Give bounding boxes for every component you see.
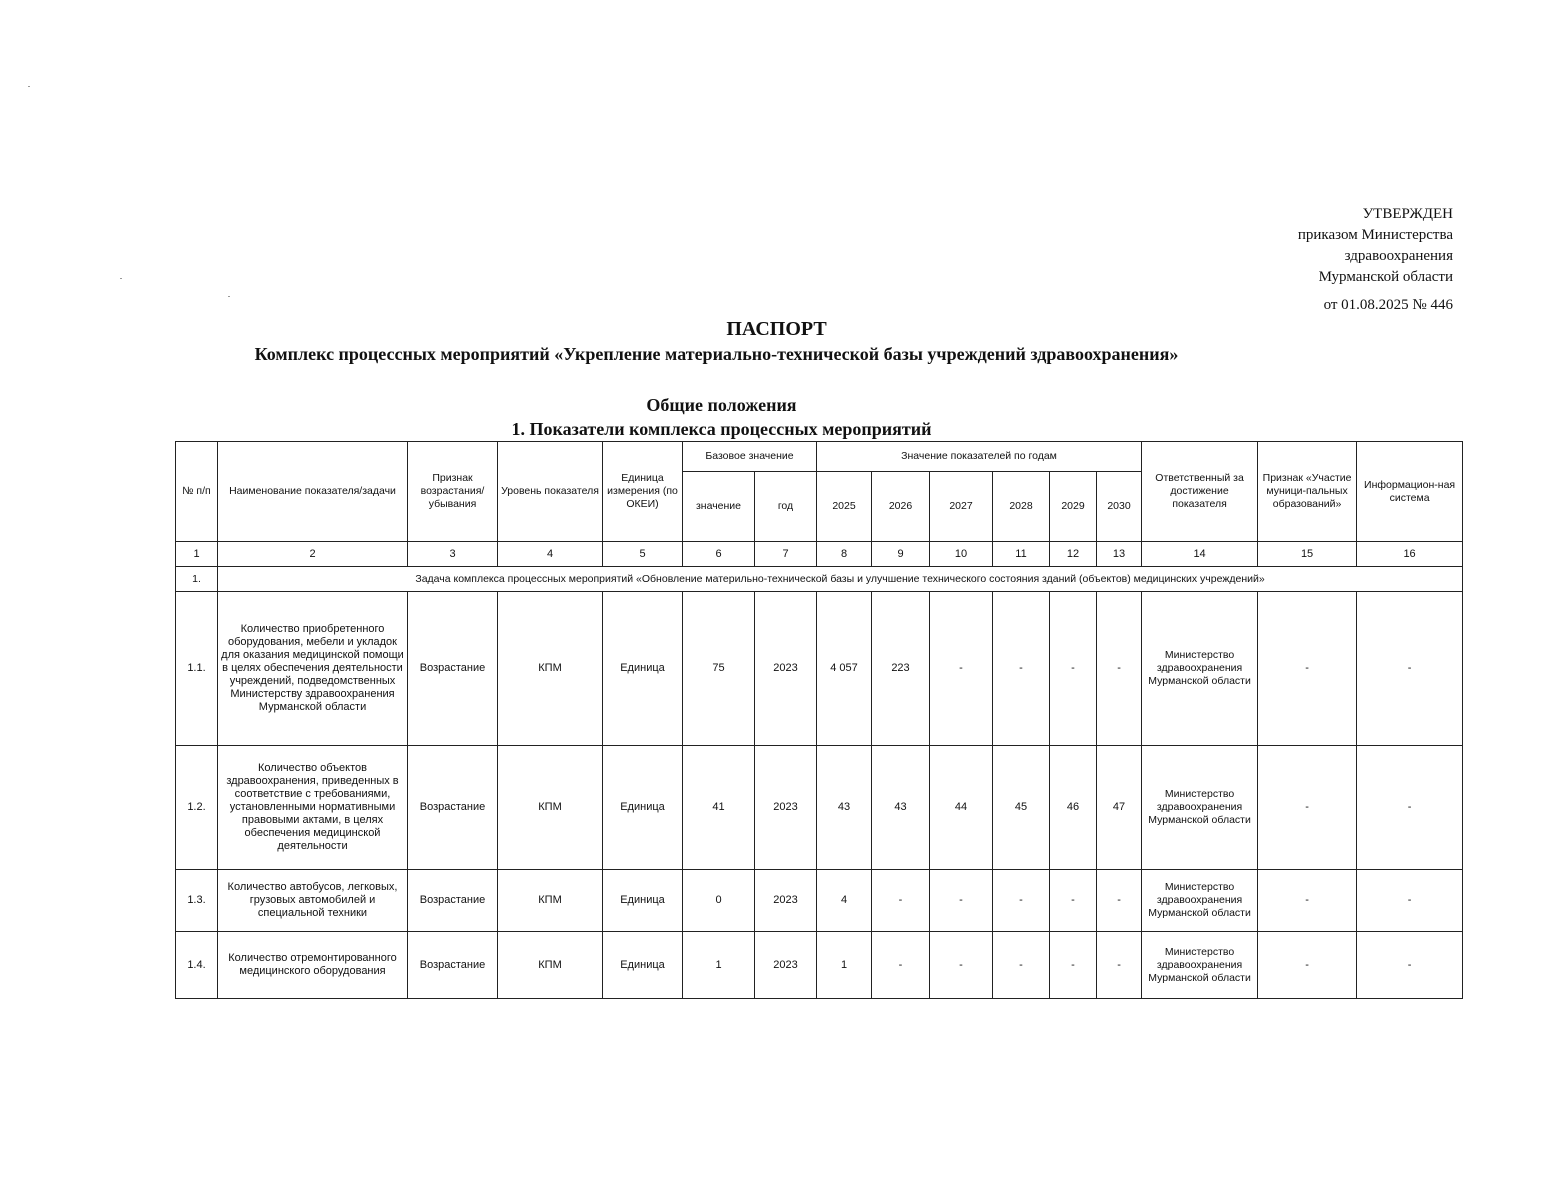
column-number: 4 [498,542,603,567]
row-responsible: Министерство здравоохранения Мурманской области [1142,932,1258,999]
approval-date-number: от 01.08.2025 № 446 [1323,297,1453,313]
table-row [176,932,1463,999]
document-subtitle: Комплекс процессных мероприятий «Укрепление материально-технической базы учреждений здравоохранения» [254,344,1179,364]
column-numbers-row [176,542,1463,567]
scan-speck [28,86,30,87]
row-base-year: 2023 [755,746,817,870]
header-base-value: значение [683,472,755,542]
row-year-value: 223 [872,592,930,746]
row-year-value: 46 [1050,746,1097,870]
scan-speck [120,278,122,279]
row-base-value: 41 [683,746,755,870]
row-year-value: - [930,592,993,746]
task-num: 1. [176,567,218,592]
row-base-value: 1 [683,932,755,999]
table-row [176,870,1463,932]
row-year-value: - [930,932,993,999]
column-number: 11 [993,542,1050,567]
row-municipal: - [1258,592,1357,746]
header-year: 2028 [993,472,1050,542]
column-number: 10 [930,542,993,567]
header-municipal: Признак «Участие муници-пальных образований» [1258,442,1357,542]
row-indicator-name: Количество автобусов, легковых, грузовых автомобилей и специальной техники [218,870,408,932]
row-unit: Единица [603,746,683,870]
row-sign: Возрастание [408,592,498,746]
row-base-value: 0 [683,870,755,932]
row-level: КПМ [498,592,603,746]
row-municipal: - [1258,746,1357,870]
column-number: 16 [1357,542,1463,567]
row-level: КПМ [498,932,603,999]
header-year: 2026 [872,472,930,542]
row-year-value: 47 [1097,746,1142,870]
column-number: 12 [1050,542,1097,567]
scan-speck [228,296,230,297]
row-year-value: 43 [817,746,872,870]
column-number: 14 [1142,542,1258,567]
row-indicator-name: Количество объектов здравоохранения, приведенных в соответствие с требованиями, установленными нормативными правовыми актами, в целях обеспечения медицинской деятельности [218,746,408,870]
row-year-value: - [930,870,993,932]
indicators-table [175,441,1463,999]
approval-line-ministry: здравоохранения [1344,248,1453,264]
row-responsible: Министерство здравоохранения Мурманской области [1142,592,1258,746]
header-years-group: Значение показателей по годам [817,442,1142,472]
header-info-system: Информацион-ная система [1357,442,1463,542]
row-municipal: - [1258,932,1357,999]
column-number: 8 [817,542,872,567]
row-year-value: - [872,932,930,999]
header-year: 2025 [817,472,872,542]
row-level: КПМ [498,746,603,870]
row-municipal: - [1258,870,1357,932]
row-year-value: - [1097,592,1142,746]
row-num: 1.1. [176,592,218,746]
row-year-value: - [1050,932,1097,999]
row-year-value: 43 [872,746,930,870]
column-number: 13 [1097,542,1142,567]
header-num: № п/п [176,442,218,542]
header-sign: Признак возрастания/ убывания [408,442,498,542]
document-title: ПАСПОРТ [726,318,827,340]
row-base-year: 2023 [755,870,817,932]
row-indicator-name: Количество приобретенного оборудования, мебели и укладок для оказания медицинской помощи в целях обеспечения деятельности учреждений, подведомственных Министерству здравоохранения Мурманской области [218,592,408,746]
row-year-value: 1 [817,932,872,999]
task-text: Задача комплекса процессных мероприятий «Обновление материльно-технической базы и улучшение технического состояния зданий (объектов) медицинских учреждений» [218,567,1463,592]
header-unit: Единица измерения (по ОКЕИ) [603,442,683,542]
column-number: 6 [683,542,755,567]
row-year-value: - [993,870,1050,932]
table-row [176,746,1463,870]
header-name: Наименование показателя/задачи [218,442,408,542]
approval-stamp [1298,204,1453,316]
row-info-system: - [1357,746,1463,870]
row-year-value: - [872,870,930,932]
header-level: Уровень показателя [498,442,603,542]
row-sign: Возрастание [408,746,498,870]
row-num: 1.3. [176,870,218,932]
column-number: 9 [872,542,930,567]
header-base-group: Базовое значение [683,442,817,472]
row-year-value: 4 057 [817,592,872,746]
task-row [176,567,1463,592]
row-sign: Возрастание [408,870,498,932]
header-year: 2027 [930,472,993,542]
row-base-year: 2023 [755,592,817,746]
column-number: 3 [408,542,498,567]
row-year-value: - [1097,870,1142,932]
row-base-value: 75 [683,592,755,746]
row-level: КПМ [498,870,603,932]
approval-line-region: Мурманской области [1318,269,1453,285]
section-heading: Общие положения [646,395,797,415]
row-unit: Единица [603,932,683,999]
row-year-value: - [993,932,1050,999]
row-info-system: - [1357,592,1463,746]
header-year: 2029 [1050,472,1097,542]
row-unit: Единица [603,592,683,746]
header-responsible: Ответственный за достижение показателя [1142,442,1258,542]
header-year: 2030 [1097,472,1142,542]
row-year-value: 4 [817,870,872,932]
approval-line-approved: УТВЕРЖДЕН [1362,206,1453,222]
row-num: 1.4. [176,932,218,999]
row-indicator-name: Количество отремонтированного медицинского оборудования [218,932,408,999]
table-heading: 1. Показатели комплекса процессных мероприятий [511,419,932,439]
header-base-year: год [755,472,817,542]
row-year-value: - [1050,870,1097,932]
row-num: 1.2. [176,746,218,870]
row-year-value: 44 [930,746,993,870]
row-year-value: 45 [993,746,1050,870]
row-responsible: Министерство здравоохранения Мурманской области [1142,870,1258,932]
row-year-value: - [993,592,1050,746]
approval-line-order: приказом Министерства [1297,227,1453,243]
column-number: 5 [603,542,683,567]
column-number: 7 [755,542,817,567]
row-sign: Возрастание [408,932,498,999]
column-number: 2 [218,542,408,567]
row-unit: Единица [603,870,683,932]
row-base-year: 2023 [755,932,817,999]
column-number: 1 [176,542,218,567]
column-number: 15 [1258,542,1357,567]
row-responsible: Министерство здравоохранения Мурманской области [1142,746,1258,870]
row-year-value: - [1097,932,1142,999]
row-year-value: - [1050,592,1097,746]
table-row [176,592,1463,746]
row-info-system: - [1357,932,1463,999]
row-info-system: - [1357,870,1463,932]
